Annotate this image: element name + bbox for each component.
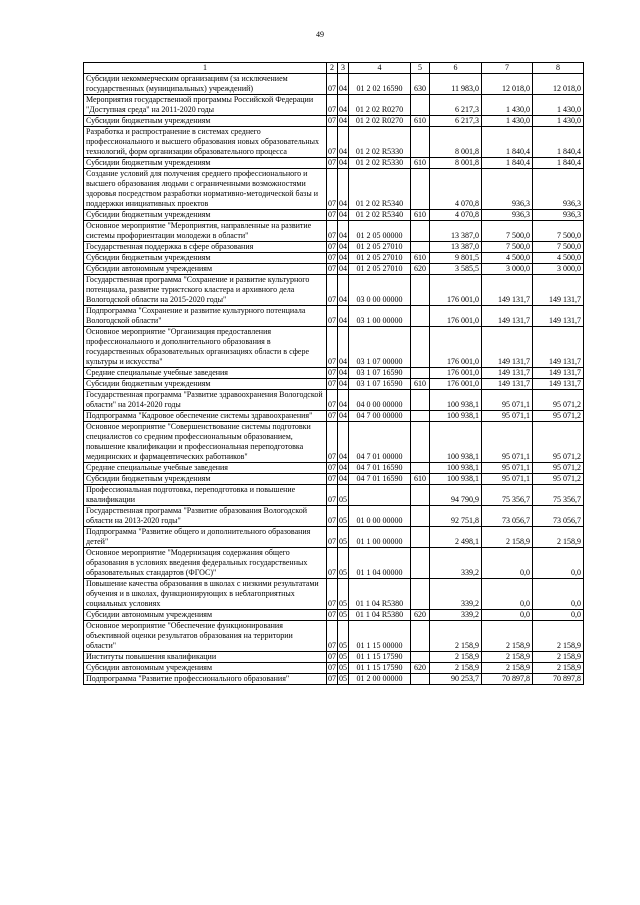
row-value-cell: 2 158,9 xyxy=(430,652,482,663)
row-value-cell: 13 387,0 xyxy=(430,221,482,242)
row-value-cell: 73 056,7 xyxy=(533,506,584,527)
row-value-cell: 6 217,3 xyxy=(430,95,482,116)
row-value-cell xyxy=(411,169,430,210)
row-value-cell: 05 xyxy=(338,548,349,579)
row-value-cell xyxy=(411,527,430,548)
header-cell: 2 xyxy=(327,63,338,74)
row-value-cell: 12 018,0 xyxy=(482,74,533,95)
row-value-cell: 04 xyxy=(338,95,349,116)
row-value-cell: 07 xyxy=(327,527,338,548)
row-value-cell: 176 001,0 xyxy=(430,327,482,368)
row-value-cell: 04 7 01 00000 xyxy=(349,422,411,463)
row-name-cell: Основное мероприятие "Совершенствование системы подготовки специалистов со средним профессиональным образованием, повышение квалификации и профессиональная переподготовка медицинских и фармацевтических работников" xyxy=(84,422,327,463)
row-value-cell: 1 840,4 xyxy=(533,158,584,169)
row-value-cell: 95 071,2 xyxy=(533,411,584,422)
row-value-cell xyxy=(411,485,430,506)
row-value-cell: 100 938,1 xyxy=(430,411,482,422)
row-name-cell: Основное мероприятие "Модернизация содержания общего образования в условиях введения федеральных государственных образовательных стандартов (ФГОС)" xyxy=(84,548,327,579)
row-value-cell: 610 xyxy=(411,474,430,485)
row-value-cell: 07 xyxy=(328,411,336,420)
row-value-cell: 6 217,3 xyxy=(430,116,482,127)
table-row xyxy=(84,621,584,652)
row-value-cell: 04 xyxy=(339,158,347,167)
row-value-cell: 01 1 00 00000 xyxy=(349,527,411,548)
row-value-cell: 95 071,2 xyxy=(533,474,584,485)
row-value-cell: 9 801,5 xyxy=(430,253,482,264)
row-value-cell: 07 xyxy=(327,548,338,579)
row-value-cell xyxy=(411,548,430,579)
row-value-cell: 07 xyxy=(327,579,338,610)
row-value-cell: 1 840,4 xyxy=(482,158,533,169)
row-value-cell: 07 xyxy=(327,169,338,210)
row-value-cell: 2 158,9 xyxy=(533,652,584,663)
row-value-cell: 07 xyxy=(327,422,338,463)
row-value-cell: 05 xyxy=(338,579,349,610)
row-value-cell: 07 xyxy=(328,474,336,483)
table-row xyxy=(84,306,584,327)
row-value-cell: 04 xyxy=(338,306,349,327)
row-value-cell: 620 xyxy=(411,264,430,275)
row-value-cell: 90 253,7 xyxy=(430,674,482,685)
header-cell: 6 xyxy=(430,63,482,74)
row-name-cell: Субсидии автономным учреждениям xyxy=(84,264,327,275)
row-value-cell: 04 xyxy=(338,275,349,306)
row-value-cell: 03 0 00 00000 xyxy=(349,275,411,306)
row-value-cell: 70 897,8 xyxy=(482,674,533,685)
row-value-cell: 04 xyxy=(338,422,349,463)
table-row xyxy=(84,368,584,379)
row-value-cell: 07 xyxy=(327,127,338,158)
row-value-cell: 07 xyxy=(328,463,336,472)
row-value-cell: 339,2 xyxy=(430,579,482,610)
row-value-cell: 04 xyxy=(339,242,347,251)
row-value-cell: 01 1 04 R5380 xyxy=(349,610,411,621)
row-value-cell: 07 xyxy=(328,242,336,251)
budget-table xyxy=(83,62,584,685)
row-value-cell: 95 071,2 xyxy=(533,390,584,411)
row-value-cell: 8 001,8 xyxy=(430,158,482,169)
row-value-cell xyxy=(411,411,430,422)
row-value-cell: 04 xyxy=(339,116,347,125)
row-name-cell: Субсидии бюджетным учреждениям xyxy=(84,474,327,485)
row-value-cell: 01 2 02 R5340 xyxy=(349,210,411,221)
row-value-cell: 01 2 02 16590 xyxy=(349,74,411,95)
row-value-cell: 04 xyxy=(339,253,347,262)
row-name-cell: Государственная программа "Развитие здравоохранения Вологодской области" на 2014-2020 годы xyxy=(84,390,327,411)
row-value-cell: 620 xyxy=(411,610,430,621)
row-value-cell: 610 xyxy=(411,253,430,264)
row-value-cell xyxy=(411,327,430,368)
row-value-cell: 0,0 xyxy=(482,548,533,579)
table-row xyxy=(84,663,584,674)
row-value-cell: 2 158,9 xyxy=(533,621,584,652)
row-value-cell: 04 xyxy=(338,327,349,368)
row-value-cell: 04 xyxy=(338,390,349,411)
table-row xyxy=(84,95,584,116)
row-value-cell: 2 158,9 xyxy=(533,527,584,548)
table-row xyxy=(84,652,584,663)
row-value-cell: 149 131,7 xyxy=(533,327,584,368)
row-value-cell: 04 xyxy=(339,411,347,420)
row-value-cell: 4 500,0 xyxy=(533,253,584,264)
row-value-cell: 610 xyxy=(411,158,430,169)
row-value-cell: 176 001,0 xyxy=(430,306,482,327)
row-value-cell: 01 1 15 17590 xyxy=(349,663,411,674)
row-value-cell: 4 070,8 xyxy=(430,210,482,221)
row-value-cell: 620 xyxy=(411,663,430,674)
table-row xyxy=(84,158,584,169)
row-value-cell: 01 1 15 00000 xyxy=(349,621,411,652)
row-value-cell: 176 001,0 xyxy=(430,379,482,390)
row-value-cell: 95 071,1 xyxy=(482,422,533,463)
row-value-cell: 100 938,1 xyxy=(430,390,482,411)
header-cell: 4 xyxy=(349,63,411,74)
row-value-cell xyxy=(411,368,430,379)
row-name-cell: Подпрограмма "Сохранение и развитие культурного потенциала Вологодской области" xyxy=(84,306,327,327)
table-row xyxy=(84,548,584,579)
row-value-cell: 149 131,7 xyxy=(533,368,584,379)
row-value-cell: 3 585,5 xyxy=(430,264,482,275)
row-value-cell: 95 071,2 xyxy=(533,463,584,474)
row-value-cell xyxy=(411,127,430,158)
row-name-cell: Субсидии бюджетным учреждениям xyxy=(84,116,327,127)
row-value-cell: 0,0 xyxy=(533,579,584,610)
row-value-cell: 01 1 04 R5380 xyxy=(349,579,411,610)
row-name-cell: Средние специальные учебные заведения xyxy=(84,463,327,474)
row-name-cell: Субсидии бюджетным учреждениям xyxy=(84,158,327,169)
row-value-cell xyxy=(349,485,411,506)
row-value-cell: 7 500,0 xyxy=(482,221,533,242)
row-value-cell: 04 7 00 00000 xyxy=(349,411,411,422)
row-value-cell: 75 356,7 xyxy=(533,485,584,506)
row-name-cell: Субсидии бюджетным учреждениям xyxy=(84,210,327,221)
row-value-cell: 04 7 01 16590 xyxy=(349,474,411,485)
row-value-cell: 01 2 05 00000 xyxy=(349,221,411,242)
row-value-cell: 0,0 xyxy=(482,579,533,610)
row-value-cell xyxy=(411,463,430,474)
row-value-cell: 8 001,8 xyxy=(430,127,482,158)
row-value-cell: 01 1 15 17590 xyxy=(349,652,411,663)
row-name-cell: Субсидии бюджетным учреждениям xyxy=(84,379,327,390)
row-value-cell: 05 xyxy=(338,485,349,506)
row-value-cell: 4 070,8 xyxy=(430,169,482,210)
row-name-cell: Государственная программа "Сохранение и развитие культурного потенциала, развитие туристского кластера и архивного дела Вологодской области на 2015-2020 годы" xyxy=(84,275,327,306)
row-value-cell: 1 430,0 xyxy=(533,95,584,116)
row-value-cell: 0,0 xyxy=(533,548,584,579)
row-value-cell: 04 xyxy=(339,379,347,388)
table-row xyxy=(84,74,584,95)
row-name-cell: Субсидии бюджетным учреждениям xyxy=(84,253,327,264)
row-value-cell: 176 001,0 xyxy=(430,275,482,306)
row-value-cell: 100 938,1 xyxy=(430,463,482,474)
row-value-cell: 03 1 00 00000 xyxy=(349,306,411,327)
row-value-cell: 04 7 01 16590 xyxy=(349,463,411,474)
table-row xyxy=(84,527,584,548)
row-value-cell: 73 056,7 xyxy=(482,506,533,527)
row-value-cell: 75 356,7 xyxy=(482,485,533,506)
row-value-cell xyxy=(411,95,430,116)
table-row xyxy=(84,463,584,474)
table-row xyxy=(84,422,584,463)
row-value-cell: 05 xyxy=(338,621,349,652)
row-name-cell: Подпрограмма "Кадровое обеспечение системы здравоохранения" xyxy=(84,411,327,422)
row-value-cell: 936,3 xyxy=(482,210,533,221)
row-value-cell: 01 2 02 R5340 xyxy=(349,169,411,210)
row-value-cell: 149 131,7 xyxy=(482,379,533,390)
row-value-cell: 94 790,9 xyxy=(430,485,482,506)
row-value-cell: 610 xyxy=(411,116,430,127)
row-value-cell: 12 018,0 xyxy=(533,74,584,95)
table-row xyxy=(84,253,584,264)
row-value-cell: 07 xyxy=(327,95,338,116)
row-value-cell xyxy=(411,652,430,663)
row-value-cell: 04 xyxy=(339,474,347,483)
header-row xyxy=(84,63,584,74)
row-name-cell: Подпрограмма "Развитие профессионального образования" xyxy=(84,674,327,685)
page-number: 49 xyxy=(316,30,324,39)
row-name-cell: Субсидии автономным учреждениям xyxy=(84,610,327,621)
row-value-cell: 3 000,0 xyxy=(533,264,584,275)
row-value-cell: 630 xyxy=(411,74,430,95)
row-value-cell: 01 0 00 00000 xyxy=(349,506,411,527)
row-value-cell: 2 158,9 xyxy=(430,621,482,652)
row-value-cell xyxy=(411,506,430,527)
row-value-cell: 03 1 07 00000 xyxy=(349,327,411,368)
row-value-cell: 03 1 07 16590 xyxy=(349,379,411,390)
row-value-cell: 05 xyxy=(339,663,347,672)
row-value-cell: 07 xyxy=(328,368,336,377)
row-value-cell: 149 131,7 xyxy=(482,368,533,379)
table-row xyxy=(84,610,584,621)
row-value-cell: 07 xyxy=(327,327,338,368)
row-value-cell: 95 071,2 xyxy=(533,422,584,463)
row-value-cell: 176 001,0 xyxy=(430,368,482,379)
row-name-cell: Профессиональная подготовка, переподготовка и повышение квалификации xyxy=(84,485,327,506)
row-value-cell: 07 xyxy=(328,610,336,619)
row-name-cell: Средние специальные учебные заведения xyxy=(84,368,327,379)
row-name-cell: Основное мероприятие "Обеспечение функционирования объективной оценки результатов образования на территории области" xyxy=(84,621,327,652)
row-value-cell: 07 xyxy=(327,275,338,306)
row-value-cell: 04 xyxy=(339,368,347,377)
row-value-cell: 04 xyxy=(339,463,347,472)
row-value-cell xyxy=(411,621,430,652)
table-row xyxy=(84,506,584,527)
row-value-cell: 610 xyxy=(411,379,430,390)
row-value-cell: 149 131,7 xyxy=(533,306,584,327)
row-value-cell: 1 430,0 xyxy=(482,116,533,127)
row-value-cell xyxy=(411,579,430,610)
table-row xyxy=(84,327,584,368)
table-row xyxy=(84,116,584,127)
row-value-cell: 2 158,9 xyxy=(430,663,482,674)
row-value-cell: 05 xyxy=(339,674,347,683)
row-value-cell: 149 131,7 xyxy=(482,275,533,306)
row-value-cell xyxy=(411,674,430,685)
row-value-cell: 01 2 00 00000 xyxy=(349,674,411,685)
table-row xyxy=(84,242,584,253)
row-value-cell: 04 xyxy=(339,210,347,219)
row-value-cell: 05 xyxy=(338,506,349,527)
row-value-cell: 07 xyxy=(327,221,338,242)
table-row xyxy=(84,674,584,685)
row-value-cell: 2 158,9 xyxy=(482,527,533,548)
table-row xyxy=(84,210,584,221)
row-value-cell: 339,2 xyxy=(430,610,482,621)
row-value-cell: 05 xyxy=(339,610,347,619)
row-value-cell: 149 131,7 xyxy=(482,306,533,327)
row-value-cell: 07 xyxy=(328,379,336,388)
row-value-cell: 07 xyxy=(328,663,336,672)
row-value-cell: 04 xyxy=(338,74,349,95)
header-cell: 5 xyxy=(411,63,430,74)
row-value-cell: 01 2 02 R5330 xyxy=(349,127,411,158)
row-value-cell: 339,2 xyxy=(430,548,482,579)
row-value-cell: 1 840,4 xyxy=(533,127,584,158)
row-value-cell: 04 0 00 00000 xyxy=(349,390,411,411)
header-cell: 3 xyxy=(338,63,349,74)
row-value-cell: 01 1 04 00000 xyxy=(349,548,411,579)
row-value-cell: 1 840,4 xyxy=(482,127,533,158)
row-value-cell: 149 131,7 xyxy=(482,327,533,368)
row-value-cell: 07 xyxy=(327,485,338,506)
row-value-cell: 04 xyxy=(338,221,349,242)
row-value-cell: 07 xyxy=(327,74,338,95)
row-value-cell: 07 xyxy=(327,390,338,411)
row-name-cell: Институты повышения квалификации xyxy=(84,652,327,663)
row-value-cell: 936,3 xyxy=(533,210,584,221)
row-value-cell: 7 500,0 xyxy=(533,221,584,242)
row-value-cell: 01 2 05 27010 xyxy=(349,242,411,253)
row-value-cell xyxy=(411,390,430,411)
row-value-cell: 3 000,0 xyxy=(482,264,533,275)
row-value-cell: 4 500,0 xyxy=(482,253,533,264)
table-body xyxy=(84,74,584,685)
table-row xyxy=(84,275,584,306)
row-value-cell xyxy=(411,275,430,306)
row-value-cell: 07 xyxy=(327,621,338,652)
row-value-cell: 01 2 02 R0270 xyxy=(349,116,411,127)
row-value-cell: 01 2 02 R0270 xyxy=(349,95,411,116)
table-row xyxy=(84,127,584,158)
row-value-cell: 07 xyxy=(328,652,336,661)
row-value-cell: 92 751,8 xyxy=(430,506,482,527)
row-value-cell: 11 983,0 xyxy=(430,74,482,95)
header-cell: 7 xyxy=(482,63,533,74)
row-value-cell: 95 071,1 xyxy=(482,474,533,485)
row-value-cell: 04 xyxy=(338,169,349,210)
table-row xyxy=(84,169,584,210)
row-value-cell: 70 897,8 xyxy=(533,674,584,685)
row-name-cell: Разработка и распространение в системах среднего профессионального и высшего образования новых образовательных технологий, форм организации образовательного процесса xyxy=(84,127,327,158)
row-value-cell: 07 xyxy=(328,674,336,683)
row-value-cell: 05 xyxy=(338,527,349,548)
row-value-cell: 610 xyxy=(411,210,430,221)
row-name-cell: Повышение качества образования в школах с низкими результатами обучения и в школах, функционирующих в неблагоприятных социальных условиях xyxy=(84,579,327,610)
row-value-cell: 01 2 05 27010 xyxy=(349,264,411,275)
row-value-cell: 07 xyxy=(328,264,336,273)
row-name-cell: Основное мероприятие "Организация предоставления профессионального и дополнительного образования в государственных образовательных организациях области в сфере культуры и искусства" xyxy=(84,327,327,368)
row-value-cell: 149 131,7 xyxy=(533,275,584,306)
table-row xyxy=(84,379,584,390)
row-name-cell: Субсидии некоммерческим организациям (за исключением государственных (муниципальных) учреждений) xyxy=(84,74,327,95)
row-value-cell: 95 071,1 xyxy=(482,463,533,474)
row-name-cell: Подпрограмма "Развитие общего и дополнительного образования детей" xyxy=(84,527,327,548)
row-value-cell: 95 071,1 xyxy=(482,411,533,422)
row-value-cell xyxy=(411,422,430,463)
row-name-cell: Основное мероприятие "Мероприятия, направленные на развитие системы профориентации молодежи в области" xyxy=(84,221,327,242)
row-name-cell: Субсидии автономным учреждениям xyxy=(84,663,327,674)
row-value-cell: 1 430,0 xyxy=(482,95,533,116)
table-row xyxy=(84,474,584,485)
row-value-cell: 0,0 xyxy=(533,610,584,621)
row-value-cell xyxy=(411,221,430,242)
header-cell: 8 xyxy=(533,63,584,74)
row-value-cell: 07 xyxy=(328,158,336,167)
row-value-cell: 95 071,1 xyxy=(482,390,533,411)
row-value-cell: 100 938,1 xyxy=(430,474,482,485)
row-value-cell: 05 xyxy=(339,652,347,661)
row-value-cell: 2 158,9 xyxy=(533,663,584,674)
row-value-cell: 01 2 05 27010 xyxy=(349,253,411,264)
table-row xyxy=(84,221,584,242)
row-value-cell: 01 2 02 R5330 xyxy=(349,158,411,169)
table-row xyxy=(84,411,584,422)
row-value-cell: 1 430,0 xyxy=(533,116,584,127)
row-value-cell: 04 xyxy=(338,127,349,158)
row-name-cell: Мероприятия государственной программы Российской Федерации "Доступная среда" на 2011-2020 годы xyxy=(84,95,327,116)
row-value-cell: 7 500,0 xyxy=(482,242,533,253)
row-value-cell: 07 xyxy=(328,253,336,262)
row-value-cell: 2 498,1 xyxy=(430,527,482,548)
row-value-cell: 03 1 07 16590 xyxy=(349,368,411,379)
table-row xyxy=(84,264,584,275)
table-row xyxy=(84,579,584,610)
row-value-cell: 07 xyxy=(327,306,338,327)
table-row xyxy=(84,390,584,411)
row-value-cell: 100 938,1 xyxy=(430,422,482,463)
row-value-cell xyxy=(411,242,430,253)
row-name-cell: Государственная программа "Развитие образования Вологодской области на 2013-2020 годы" xyxy=(84,506,327,527)
row-value-cell: 07 xyxy=(327,506,338,527)
row-value-cell: 7 500,0 xyxy=(533,242,584,253)
row-value-cell: 2 158,9 xyxy=(482,652,533,663)
row-name-cell: Создание условий для получения среднего профессионального и высшего образования людьми с ограниченными возможностями здоровья посредством разработки нормативно-методической базы и поддержки инициативных проектов xyxy=(84,169,327,210)
row-value-cell: 2 158,9 xyxy=(482,621,533,652)
row-value-cell: 936,3 xyxy=(533,169,584,210)
header-cell: 1 xyxy=(84,63,327,74)
row-value-cell: 07 xyxy=(328,210,336,219)
row-value-cell: 2 158,9 xyxy=(482,663,533,674)
row-value-cell xyxy=(411,306,430,327)
row-value-cell: 04 xyxy=(339,264,347,273)
row-value-cell: 149 131,7 xyxy=(533,379,584,390)
row-name-cell: Государственная поддержка в сфере образования xyxy=(84,242,327,253)
row-value-cell: 936,3 xyxy=(482,169,533,210)
table-row xyxy=(84,485,584,506)
row-value-cell: 07 xyxy=(328,116,336,125)
row-value-cell: 0,0 xyxy=(482,610,533,621)
row-value-cell: 13 387,0 xyxy=(430,242,482,253)
